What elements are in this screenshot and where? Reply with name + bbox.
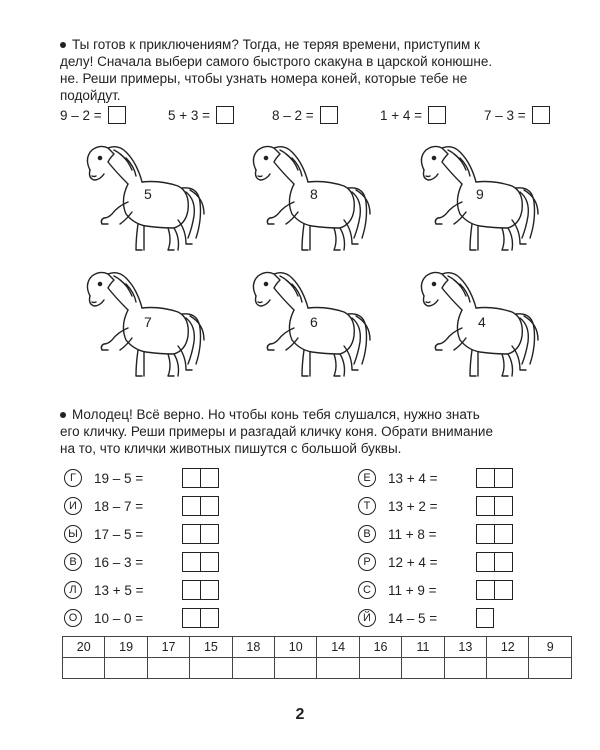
two-digit-answer-box[interactable] <box>182 496 219 516</box>
horse-number: 7 <box>144 314 152 330</box>
intro-line-3: не. Реши примеры, чтобы узнать номера коней, которые тебе не <box>60 71 468 86</box>
examples-row <box>60 106 580 128</box>
task2-line-3: на то, что клички животных пишутся с большой буквы. <box>60 441 402 456</box>
task2-line-1: Молодец! Всё верно. Но чтобы конь тебя слушался, нужно знать <box>72 407 480 422</box>
letter-circle: В <box>358 525 376 543</box>
letter-input-cell[interactable] <box>487 658 529 679</box>
answer-letters-row <box>63 658 572 679</box>
letter-input-cell[interactable] <box>317 658 359 679</box>
horse-number: 5 <box>144 186 152 202</box>
intro-line-4: подойдут. <box>60 88 121 103</box>
answer-box[interactable] <box>532 106 550 124</box>
lettered-example: Й 14 – 5 = <box>358 606 494 630</box>
lettered-example: Т 13 + 2 = <box>358 494 513 518</box>
letter-input-cell[interactable] <box>359 658 401 679</box>
letter-circle: Р <box>358 553 376 571</box>
lettered-example: С 11 + 9 = <box>358 578 513 602</box>
letter-circle: И <box>64 497 82 515</box>
intro-paragraph <box>60 36 560 104</box>
bullet-icon <box>60 412 66 418</box>
letter-circle: Й <box>358 609 376 627</box>
answer-number-cell: 14 <box>317 637 359 658</box>
lettered-example: Ы 17 – 5 = <box>64 522 219 546</box>
example-3: 8 – 2 = <box>272 106 338 124</box>
letter-input-cell[interactable] <box>147 658 189 679</box>
letter-input-cell[interactable] <box>402 658 444 679</box>
horse-card-4[interactable] <box>404 266 554 386</box>
letter-input-cell[interactable] <box>63 658 105 679</box>
horse-number: 6 <box>310 314 318 330</box>
answer-box[interactable] <box>216 106 234 124</box>
answer-number-cell: 18 <box>232 637 274 658</box>
intro-line-2: делу! Сначала выбери самого быстрого скакуна в царской конюшне. <box>60 54 493 69</box>
answer-table <box>62 636 572 679</box>
answer-number-cell: 9 <box>529 637 572 658</box>
task2-paragraph <box>60 406 560 457</box>
answer-number-cell: 15 <box>190 637 232 658</box>
two-digit-answer-box[interactable] <box>476 580 513 600</box>
example-5: 7 – 3 = <box>484 106 550 124</box>
two-digit-answer-box[interactable] <box>476 552 513 572</box>
horse-number: 9 <box>476 186 484 202</box>
lettered-example: О 10 – 0 = <box>64 606 219 630</box>
answer-number-cell: 19 <box>105 637 147 658</box>
horse-card-7[interactable] <box>70 266 220 386</box>
letter-circle: С <box>358 581 376 599</box>
answer-number-cell: 12 <box>487 637 529 658</box>
letter-circle: В <box>64 553 82 571</box>
example-4: 1 + 4 = <box>380 106 446 124</box>
two-digit-answer-box[interactable] <box>476 524 513 544</box>
task2-line-2: его кличку. Реши примеры и разгадай кличку коня. Обрати внимание <box>60 424 493 439</box>
horse-number: 8 <box>310 186 318 202</box>
letter-input-cell[interactable] <box>275 658 317 679</box>
letter-input-cell[interactable] <box>105 658 147 679</box>
two-digit-answer-box[interactable] <box>182 580 219 600</box>
two-digit-answer-box[interactable] <box>182 608 219 628</box>
intro-line-1: Ты готов к приключениям? Тогда, не теряя времени, приступим к <box>72 37 480 52</box>
letter-circle: Т <box>358 497 376 515</box>
letter-circle: О <box>64 609 82 627</box>
answer-number-cell: 17 <box>147 637 189 658</box>
lettered-example: Е 13 + 4 = <box>358 466 513 490</box>
horse-card-6[interactable] <box>236 266 386 386</box>
two-digit-answer-box[interactable] <box>182 468 219 488</box>
letter-input-cell[interactable] <box>529 658 572 679</box>
answer-box[interactable] <box>428 106 446 124</box>
letter-circle: Ы <box>64 525 82 543</box>
two-digit-answer-box[interactable] <box>476 468 513 488</box>
two-digit-answer-box[interactable] <box>476 496 513 516</box>
letter-input-cell[interactable] <box>190 658 232 679</box>
bullet-icon <box>60 42 66 48</box>
two-digit-answer-box[interactable] <box>182 524 219 544</box>
one-digit-answer-box[interactable] <box>476 608 494 628</box>
answer-number-cell: 11 <box>402 637 444 658</box>
lettered-example: В 16 – 3 = <box>64 550 219 574</box>
answer-number-cell: 13 <box>444 637 486 658</box>
answer-number-cell: 20 <box>63 637 105 658</box>
example-2: 5 + 3 = <box>168 106 234 124</box>
two-digit-answer-box[interactable] <box>182 552 219 572</box>
answer-box[interactable] <box>108 106 126 124</box>
letter-input-cell[interactable] <box>232 658 274 679</box>
lettered-example: Г 19 – 5 = <box>64 466 219 490</box>
letter-input-cell[interactable] <box>444 658 486 679</box>
answer-number-cell: 10 <box>275 637 317 658</box>
answer-number-cell: 16 <box>359 637 401 658</box>
horse-card-5[interactable] <box>70 140 220 260</box>
letter-circle: Г <box>64 469 82 487</box>
horse-card-9[interactable] <box>404 140 554 260</box>
answer-numbers-row <box>63 637 572 658</box>
answer-box[interactable] <box>320 106 338 124</box>
page-number: 2 <box>295 706 305 723</box>
letter-circle: Е <box>358 469 376 487</box>
lettered-example: Л 13 + 5 = <box>64 578 219 602</box>
letter-circle: Л <box>64 581 82 599</box>
lettered-example: В 11 + 8 = <box>358 522 513 546</box>
lettered-example: Р 12 + 4 = <box>358 550 513 574</box>
example-1: 9 – 2 = <box>60 106 126 124</box>
horse-number: 4 <box>478 314 486 330</box>
lettered-example: И 18 – 7 = <box>64 494 219 518</box>
horse-card-8[interactable] <box>236 140 386 260</box>
